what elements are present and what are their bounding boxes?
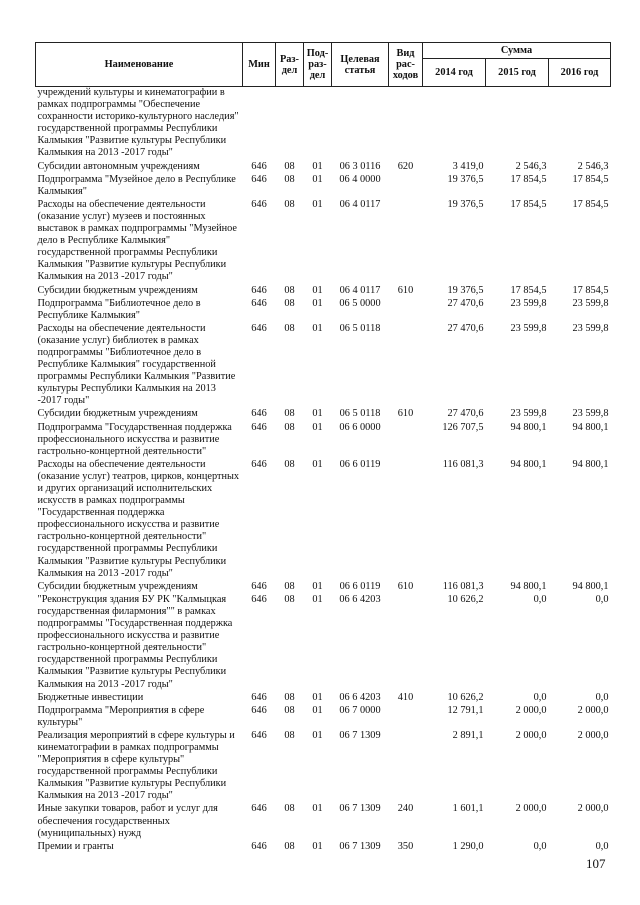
cell-sum-2014: 10 626,2 (447, 691, 484, 703)
cell-razdel: 08 (284, 408, 295, 420)
cell-min: 646 (251, 704, 267, 716)
cell-expense-type: 350 (397, 840, 414, 852)
cell-razdel: 08 (284, 840, 295, 852)
cell-target-article: 06 4 0000 (339, 173, 381, 185)
cell-podrazdel: 01 (312, 580, 323, 592)
cell-min: 646 (251, 421, 267, 433)
cell-name: Субсидии бюджетным учреждениям (37, 408, 198, 420)
cell-name: Реализация мероприятий в сфере культуры и кинематографии в рамках подпрограммы "Мероприятия в сфере культуры" государственной программы Республики Калмыкия "Развитие культуры Республики Калмыкия на 2013 -2017 годы" (37, 729, 235, 802)
cell-min: 646 (251, 408, 267, 420)
cell-sum-2015: 2 000,0 (515, 803, 547, 815)
cell-expense-type: 240 (397, 803, 414, 815)
cell-podrazdel (304, 87, 332, 161)
cell-sum-2015: 0,0 (533, 691, 547, 703)
cell-sum-2016: 0,0 (595, 691, 609, 703)
table-row (36, 199, 611, 285)
cell-razdel: 08 (284, 284, 295, 296)
table-row (36, 803, 611, 840)
table-row (36, 730, 611, 804)
cell-sum-2016: 17 854,5 (572, 198, 609, 210)
cell-sum-2014: 116 081,3 (442, 458, 484, 470)
cell-min: 646 (251, 593, 267, 605)
cell-min: 646 (251, 322, 267, 334)
cell-target-article: 06 6 0119 (339, 580, 381, 592)
cell-name: Подпрограмма "Мероприятия в сфере культуры" (37, 704, 205, 728)
cell-sum-2015: 94 800,1 (510, 421, 547, 433)
cell-sum-2014: 10 626,2 (447, 593, 484, 605)
cell-razdel: 08 (284, 704, 295, 716)
cell-sum-2014: 2 891,1 (452, 729, 484, 741)
table-row (36, 174, 611, 199)
table-row (36, 408, 611, 421)
cell-sum-2014: 1 290,0 (452, 840, 484, 852)
cell-sum-2016: 94 800,1 (572, 421, 609, 433)
cell-expense-type (389, 199, 423, 285)
cell-name: Подпрограмма "Музейное дело в Республике Калмыкия" (37, 173, 236, 197)
cell-podrazdel: 01 (312, 803, 323, 815)
cell-sum-2016: 23 599,8 (572, 297, 609, 309)
cell-sum-2016: 94 800,1 (572, 458, 609, 470)
cell-sum-2014: 27 470,6 (447, 297, 484, 309)
header-min: Мин (243, 43, 276, 87)
cell-sum-2015: 2 000,0 (515, 729, 547, 741)
cell-min: 646 (251, 284, 267, 296)
cell-target-article: 06 6 4203 (339, 691, 381, 703)
cell-min: 646 (251, 840, 267, 852)
cell-sum-2016: 0,0 (595, 840, 609, 852)
table-row (36, 581, 611, 594)
cell-podrazdel: 01 (312, 173, 323, 185)
table-row (36, 298, 611, 323)
cell-target-article: 06 4 0117 (339, 198, 381, 210)
cell-expense-type (389, 422, 423, 459)
cell-min: 646 (251, 458, 267, 470)
cell-expense-type (389, 730, 423, 804)
cell-sum-2016: 2 000,0 (577, 704, 609, 716)
table-row (36, 323, 611, 409)
budget-table (35, 42, 611, 854)
cell-podrazdel: 01 (312, 691, 323, 703)
cell-target-article: 06 5 0118 (339, 322, 381, 334)
cell-sum-2016: 23 599,8 (572, 322, 609, 334)
cell-min: 646 (251, 691, 267, 703)
cell-target-article: 06 7 1309 (339, 729, 381, 741)
cell-sum-2014: 27 470,6 (447, 408, 484, 420)
cell-razdel: 08 (284, 322, 295, 334)
header-razdel: Раз- дел (276, 43, 304, 87)
cell-sum-2015: 17 854,5 (510, 284, 547, 296)
cell-name: Подпрограмма "Государственная поддержка профессионального искусства и развитие гастрольно-концертной деятельности" (37, 421, 232, 457)
cell-razdel: 08 (284, 297, 295, 309)
table-header (36, 43, 611, 87)
cell-sum-2016: 2 000,0 (577, 803, 609, 815)
cell-expense-type: 610 (397, 284, 414, 296)
table-row (36, 422, 611, 459)
header-vid: Вид рас- ходов (389, 43, 423, 87)
cell-name: Субсидии бюджетным учреждениям (37, 284, 198, 296)
cell-min: 646 (251, 297, 267, 309)
table-body (36, 87, 611, 854)
cell-expense-type: 620 (397, 160, 414, 172)
cell-name: Расходы на обеспечение деятельности (оказание услуг) музеев и постоянных выставок в рамках подпрограммы "Музейное дело в Республике Калмыкия" государственной программы Республики Калмыкия "Развитие культуры Республики Калмыкия на 2013 -2017 годы" (37, 198, 238, 283)
cell-sum-2015 (486, 87, 549, 161)
cell-target-article: 06 7 0000 (339, 704, 381, 716)
cell-podrazdel: 01 (312, 297, 323, 309)
cell-razdel: 08 (284, 160, 295, 172)
cell-target-article (332, 87, 389, 161)
cell-target-article: 06 7 1309 (339, 840, 381, 852)
header-2016: 2016 год (549, 59, 611, 87)
cell-target-article: 06 6 0119 (339, 458, 381, 470)
cell-razdel: 08 (284, 580, 295, 592)
cell-sum-2014: 19 376,5 (447, 284, 484, 296)
table-row (36, 594, 611, 692)
cell-sum-2015: 23 599,8 (510, 408, 547, 420)
cell-sum-2016: 17 854,5 (572, 173, 609, 185)
cell-sum-2014 (423, 87, 486, 161)
cell-expense-type (389, 87, 423, 161)
table-row (36, 692, 611, 705)
cell-razdel (276, 87, 304, 161)
cell-sum-2016: 94 800,1 (572, 580, 609, 592)
cell-podrazdel: 01 (312, 322, 323, 334)
cell-sum-2014: 1 601,1 (452, 803, 484, 815)
cell-sum-2015: 23 599,8 (510, 297, 547, 309)
cell-expense-type (389, 594, 423, 692)
table-row (36, 459, 611, 581)
cell-name: Подпрограмма "Библиотечное дело в Республике Калмыкия" (37, 297, 201, 321)
cell-sum-2014: 19 376,5 (447, 173, 484, 185)
cell-sum-2016: 23 599,8 (572, 408, 609, 420)
cell-name: Субсидии автономным учреждениям (37, 160, 200, 172)
cell-sum-2014: 19 376,5 (447, 198, 484, 210)
cell-podrazdel: 01 (312, 704, 323, 716)
cell-sum-2015: 0,0 (533, 840, 547, 852)
cell-expense-type (389, 459, 423, 581)
table-row (36, 705, 611, 730)
cell-min: 646 (251, 729, 267, 741)
cell-sum-2015: 94 800,1 (510, 580, 547, 592)
cell-min: 646 (251, 580, 267, 592)
cell-sum-2016 (549, 87, 611, 161)
cell-podrazdel: 01 (312, 729, 323, 741)
cell-razdel: 08 (284, 458, 295, 470)
table-row (36, 161, 611, 174)
cell-podrazdel: 01 (312, 284, 323, 296)
cell-razdel: 08 (284, 729, 295, 741)
header-2014: 2014 год (423, 59, 486, 87)
cell-min: 646 (251, 173, 267, 185)
cell-expense-type: 610 (397, 408, 414, 420)
cell-target-article: 06 5 0118 (339, 408, 381, 420)
cell-podrazdel: 01 (312, 593, 323, 605)
cell-target-article: 06 6 0000 (339, 421, 381, 433)
cell-min: 646 (251, 803, 267, 815)
cell-sum-2015: 2 000,0 (515, 704, 547, 716)
cell-podrazdel: 01 (312, 160, 323, 172)
cell-name: Расходы на обеспечение деятельности (оказание услуг) театров, цирков, концертных и других организаций исполнительских искусств в рамках подпрограммы "Государственная поддержка профессионального искусства и развитие гастрольно-концертной деятельности" государственной программы Республики Калмыкия "Развитие культуры Республики Калмыкия на 2013 -2017 годы" (37, 458, 240, 579)
cell-name: Субсидии бюджетным учреждениям (37, 580, 198, 592)
cell-target-article: 06 5 0000 (339, 297, 381, 309)
cell-sum-2014: 126 707,5 (442, 421, 484, 433)
cell-sum-2016: 2 000,0 (577, 729, 609, 741)
table-row (36, 285, 611, 298)
header-name: Наименование (36, 43, 243, 87)
cell-razdel: 08 (284, 691, 295, 703)
cell-sum-2014: 27 470,6 (447, 322, 484, 334)
cell-name: "Реконструкция здания БУ РК "Калмыцкая государственная филармония"" в рамках подпрограммы "Государственная поддержка профессионального искусства и развитие гастрольно-концертной деятельности" государственной программы Республики Калмыкия "Развитие культуры Республики Калмыкия на 2013 -2017 годы" (37, 593, 233, 690)
cell-target-article: 06 7 1309 (339, 803, 381, 815)
cell-target-article: 06 6 4203 (339, 593, 381, 605)
header-statya: Целевая статья (332, 43, 389, 87)
cell-min (243, 87, 276, 161)
cell-podrazdel: 01 (312, 458, 323, 470)
cell-min: 646 (251, 198, 267, 210)
table-row (36, 841, 611, 854)
header-2015: 2015 год (486, 59, 549, 87)
cell-name: учреждений культуры и кинематографии в рамках подпрограммы "Обеспечение сохранности историко-культурного наследия" государственной программы Республики Калмыкия "Развитие культуры Республики Калмыкия на 2013 -2017 годы" (37, 87, 239, 159)
cell-sum-2014: 116 081,3 (442, 580, 484, 592)
cell-razdel: 08 (284, 803, 295, 815)
cell-sum-2015: 2 546,3 (515, 160, 547, 172)
cell-razdel: 08 (284, 421, 295, 433)
cell-razdel: 08 (284, 198, 295, 210)
cell-target-article: 06 3 0116 (339, 160, 381, 172)
cell-razdel: 08 (284, 173, 295, 185)
cell-name: Премии и гранты (37, 840, 114, 852)
cell-sum-2014: 12 791,1 (447, 704, 484, 716)
cell-sum-2016: 17 854,5 (572, 284, 609, 296)
header-podrazdel: Под- раз- дел (304, 43, 332, 87)
table-row (36, 87, 611, 161)
cell-podrazdel: 01 (312, 408, 323, 420)
cell-sum-2014: 3 419,0 (452, 160, 484, 172)
cell-expense-type (389, 323, 423, 409)
cell-sum-2015: 23 599,8 (510, 322, 547, 334)
cell-name: Бюджетные инвестиции (37, 691, 144, 703)
cell-expense-type (389, 174, 423, 199)
cell-expense-type (389, 705, 423, 730)
page-number: 107 (586, 856, 606, 871)
cell-sum-2016: 0,0 (595, 593, 609, 605)
cell-sum-2015: 17 854,5 (510, 198, 547, 210)
cell-target-article: 06 4 0117 (339, 284, 381, 296)
cell-sum-2016: 2 546,3 (577, 160, 609, 172)
cell-name: Иные закупки товаров, работ и услуг для обеспечения государственных (муниципальных) нужд (37, 803, 218, 839)
cell-expense-type: 410 (397, 691, 414, 703)
cell-expense-type (389, 298, 423, 323)
cell-podrazdel: 01 (312, 840, 323, 852)
cell-sum-2015: 17 854,5 (510, 173, 547, 185)
header-summa: Сумма (423, 43, 611, 59)
cell-podrazdel: 01 (312, 198, 323, 210)
cell-expense-type: 610 (397, 580, 414, 592)
cell-sum-2015: 0,0 (533, 593, 547, 605)
cell-sum-2015: 94 800,1 (510, 458, 547, 470)
cell-min: 646 (251, 160, 267, 172)
cell-razdel: 08 (284, 593, 295, 605)
cell-podrazdel: 01 (312, 421, 323, 433)
cell-name: Расходы на обеспечение деятельности (оказание услуг) библиотек в рамках подпрограммы "Библиотечное дело в Республике Калмыкия" государственной программы Республики Калмыкия "Развитие культуры Республики Калмыкия на 2013 -2017 годы" (37, 322, 236, 407)
